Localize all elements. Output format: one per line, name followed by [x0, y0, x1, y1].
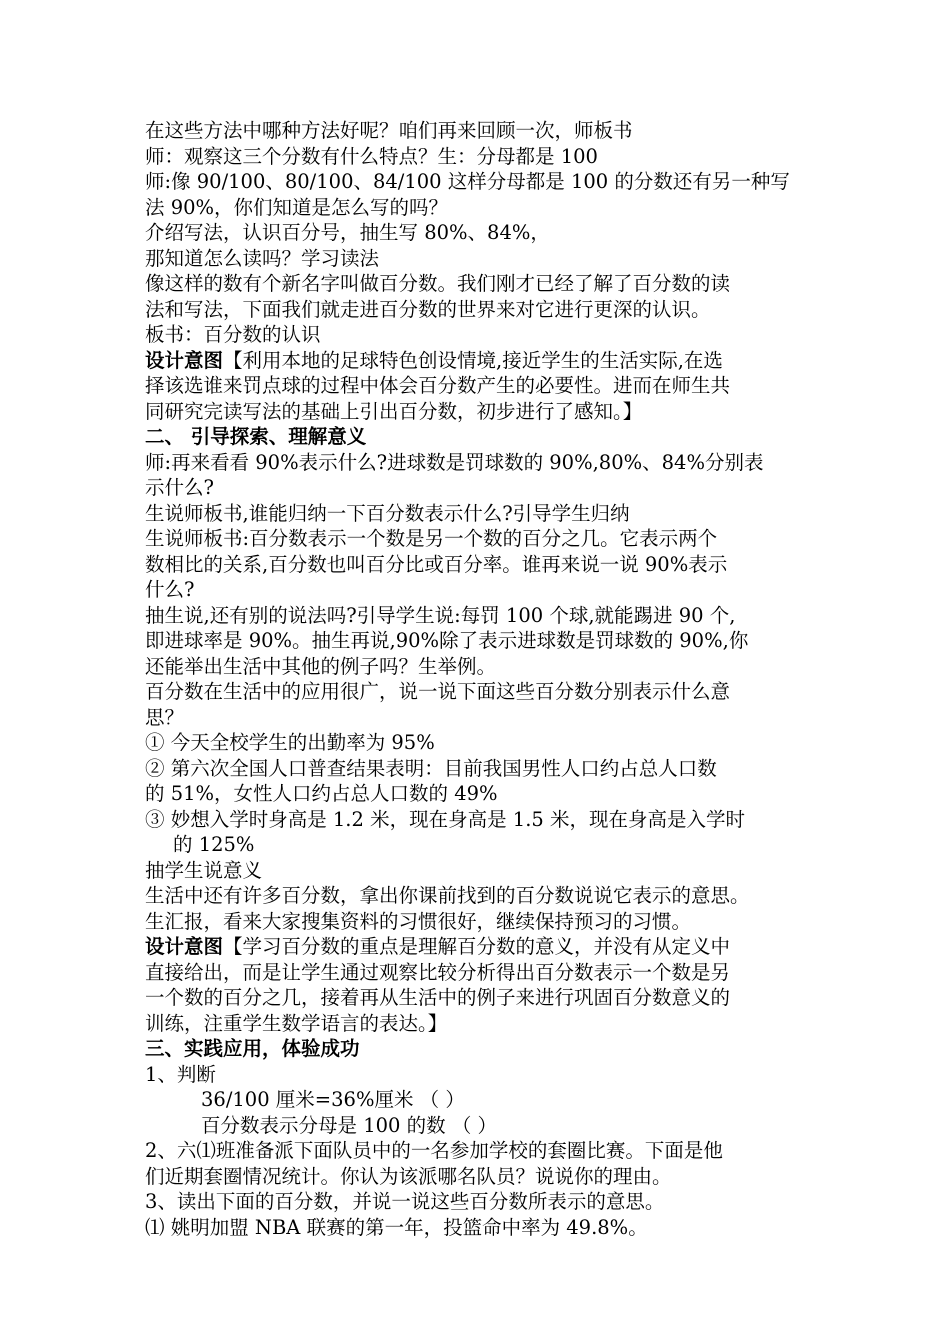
text-line: 36/100 厘米=36%厘米 （ ） — [201, 1088, 465, 1111]
text-line: 训练，注重学生数学语言的表达。】 — [145, 1011, 448, 1035]
text-line: 那知道怎么读吗？学习读法 — [145, 246, 380, 270]
section-heading: 三、实践应用，体验成功 — [145, 1037, 360, 1060]
text-line: 百分数在生活中的应用很广，说一说下面这些百分数分别表示什么意 — [145, 680, 731, 703]
text-line: 像这样的数有个新名字叫做百分数。我们刚才已经了解了百分数的读 — [145, 272, 731, 295]
text-line — [145, 348, 813, 374]
text-line: ① 今天全校学生的出勤率为 95% — [145, 731, 435, 754]
text-line: 法 90%，你们知道是怎么写的吗？ — [145, 195, 449, 219]
text-line: 1、判断 — [145, 1062, 216, 1086]
text-line: 生说师板书:百分数表示一个数是另一个数的百分之几。它表示两个 — [145, 527, 718, 550]
text-line: 什么? — [145, 578, 195, 601]
text-line: 示什么? — [145, 476, 214, 499]
text-line — [145, 934, 813, 960]
text-line: ⑴ 姚明加盟 NBA 联赛的第一年，投篮命中率为 49.8%。 — [145, 1215, 648, 1239]
text-line: 生汇报，看来大家搜集资料的习惯很好，继续保持预习的习惯。 — [145, 909, 692, 933]
text-line: 板书：百分数的认识 — [145, 323, 321, 346]
text-line: 3、读出下面的百分数，并说一说这些百分数所表示的意思。 — [145, 1190, 665, 1213]
text-line: 的 51%，女性人口约占总人口数的 49% — [145, 782, 498, 805]
text-line: 抽生说,还有别的说法吗?引导学生说:每罚 100 个球,就能踢进 90 个, — [145, 603, 736, 627]
text-line: 一个数的百分之几，接着再从生活中的例子来进行巩固百分数意义的 — [145, 986, 731, 1009]
text-line: 数相比的关系,百分数也叫百分比或百分率。谁再来说一说 90%表示 — [145, 552, 728, 576]
text-line: 在这些方法中哪种方法好呢？咱们再来回顾一次，师板书 — [145, 119, 633, 142]
text-line: 师:再来看看 90%表示什么?进球数是罚球数的 90%,80%、84%分别表 — [145, 450, 764, 474]
text-line: ② 第六次全国人口普查结果表明：目前我国男性人口约占总人口数 — [145, 756, 717, 780]
text-line: 2、六⑴班准备派下面队员中的一名参加学校的套圈比赛。下面是他 — [145, 1139, 723, 1162]
text-line: 生活中还有许多百分数，拿出你课前找到的百分数说说它表示的意思。 — [145, 884, 750, 907]
text-line: 师：观察这三个分数有什么特点？生：分母都是 100 — [145, 144, 598, 168]
text-line: 们近期套圈情况统计。你认为该派哪名队员？说说你的理由。 — [145, 1164, 672, 1188]
text-line: 择该选谁来罚点球的过程中体会百分数产生的必要性。进而在师生共 — [145, 374, 731, 397]
design-intent-text: 【学习百分数的重点是理解百分数的意义，并没有从定义中 — [223, 935, 731, 958]
text-line: 还能举出生活中其他的例子吗？生举例。 — [145, 654, 497, 678]
section-heading: 二、 引导探索、理解意义 — [145, 425, 367, 448]
text-line: 生说师板书,谁能归纳一下百分数表示什么?引导学生归纳 — [145, 501, 630, 525]
text-line: 直接给出，而是让学生通过观察比较分析得出百分数表示一个数是另 — [145, 960, 731, 984]
text-line: 法和写法，下面我们就走进百分数的世界来对它进行更深的认识。 — [145, 297, 711, 321]
text-line: 百分数表示分母是 100 的数 （ ） — [201, 1113, 498, 1137]
text-line: 即进球率是 90%。抽生再说,90%除了表示进球数是罚球数的 90%,你 — [145, 629, 749, 652]
text-line: 的 125% — [173, 833, 255, 856]
text-line: 抽学生说意义 — [145, 858, 263, 882]
document-page — [145, 118, 813, 1240]
design-intent-label: 设计意图 — [145, 348, 224, 372]
text-line: 同研究完读写法的基础上引出百分数，初步进行了感知。】 — [145, 399, 643, 423]
text-line: 师:像 90/100、80/100、84/100 这样分母都是 100 的分数还有另一种写 — [145, 170, 790, 193]
text-line: 介绍写法，认识百分号，抽生写 80%、84%， — [145, 221, 550, 244]
text-line: 思？ — [145, 705, 185, 729]
text-line: ③ 妙想入学时身高是 1.2 米，现在身高是 1.5 米，现在身高是入学时 — [145, 807, 746, 831]
design-intent-text: 【利用本地的足球特色创设情境,接近学生的生活实际,在选 — [223, 348, 723, 372]
design-intent-label: 设计意图 — [145, 935, 224, 958]
